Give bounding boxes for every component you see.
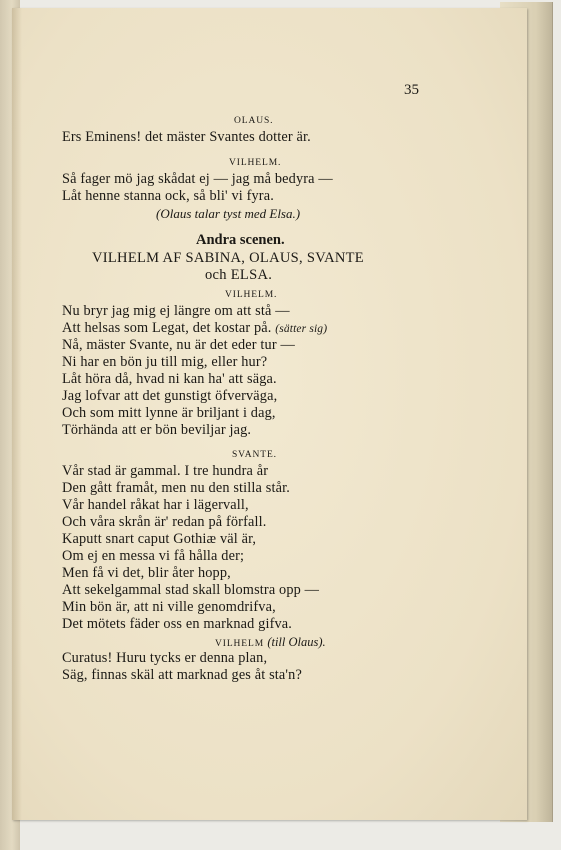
verse-line: Vår stad är gammal. I tre hundra år	[62, 463, 269, 479]
verse-line: Säg, finnas skäl att marknad ges åt sta'n?	[62, 667, 302, 683]
speaker-svante: SVANTE.	[232, 450, 277, 460]
verse-line: Att helsas som Legat, det kostar på. (sätter sig)	[62, 320, 328, 336]
verse-line: Om ej en messa vi få hålla der;	[62, 548, 245, 564]
verse-line: Curatus! Huru tycks er denna plan,	[62, 650, 268, 666]
verse-line: Den gått framåt, men nu den stilla står.	[62, 480, 290, 496]
cast-list: och ELSA.	[205, 267, 273, 283]
page-number: 35	[404, 82, 419, 98]
verse-line: Men få vi det, blir åter hopp,	[62, 565, 231, 581]
page-text	[12, 8, 527, 820]
verse-line: Låt höra då, hvad ni kan ha' att säga.	[62, 371, 277, 387]
verse-line: Det mötets fäder oss en marknad gifva.	[62, 616, 293, 632]
stage-aside: (sätter sig)	[275, 323, 328, 335]
cast-list: VILHELM AF SABINA, OLAUS, SVANTE	[92, 250, 364, 266]
verse-line: Att sekelgammal stad skall blomstra opp —	[62, 582, 320, 598]
speaker-vilhelm: VILHELM (till Olaus).	[215, 635, 326, 649]
speaker-vilhelm: VILHELM.	[229, 158, 282, 168]
verse-line: Vår handel råkat har i lägervall,	[62, 497, 249, 513]
verse-line: Kaputt snart caput Gothiæ väl är,	[62, 531, 257, 547]
verse-line: Törhända att er bön beviljar jag.	[62, 422, 252, 438]
verse-line: Låt henne stanna ock, så bli' vi fyra.	[62, 188, 274, 204]
verse-line: Nu bryr jag mig ej längre om att stå —	[62, 303, 290, 319]
verse-line: Jag lofvar att det gunstigt öfverväga,	[62, 388, 278, 404]
verse-line: Och som mitt lynne är briljant i dag,	[62, 405, 276, 421]
speaker-olaus: OLAUS.	[234, 116, 274, 126]
stage-direction: (Olaus talar tyst med Elsa.)	[156, 206, 301, 221]
verse-line: Nå, mäster Svante, nu är det eder tur —	[62, 337, 295, 353]
speaker-vilhelm: VILHELM.	[225, 290, 278, 300]
verse-line: Så fager mö jag skådat ej — jag må bedyra —	[62, 171, 333, 187]
verse-line: Ni har en bön ju till mig, eller hur?	[62, 354, 268, 370]
book-page	[12, 8, 527, 820]
scene-title: Andra scenen.	[196, 232, 285, 248]
verse-line: Ers Eminens! det mäster Svantes dotter är.	[62, 129, 311, 145]
stage-aside: (till Olaus).	[267, 635, 326, 649]
verse-line: Och våra skrån är' redan på förfall.	[62, 514, 267, 530]
verse-line: Min bön är, att ni ville genomdrifva,	[62, 599, 276, 615]
